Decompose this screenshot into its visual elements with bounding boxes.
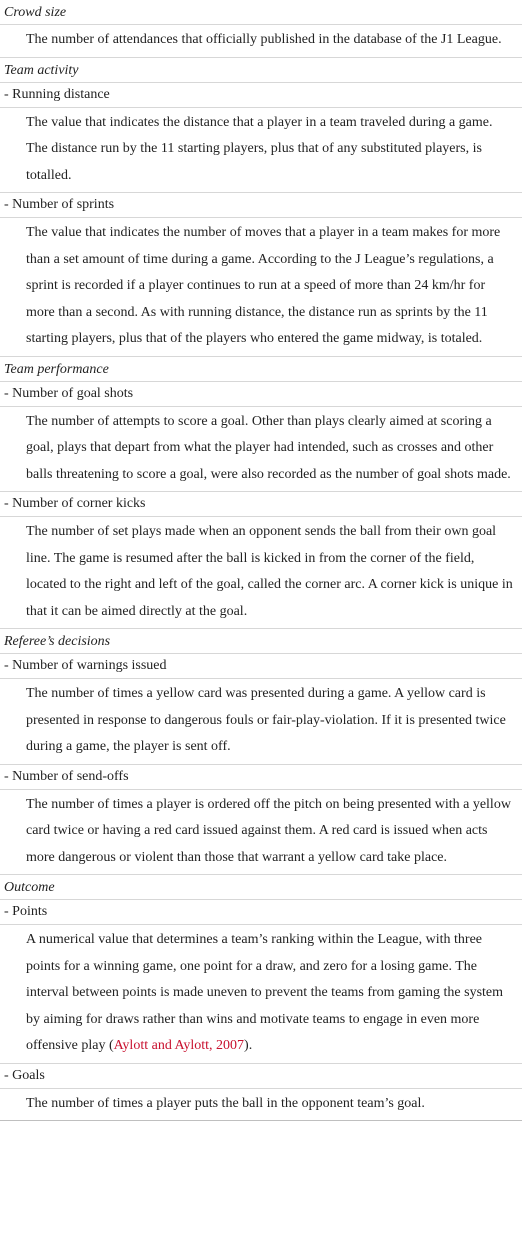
variable-description: The value that indicates the number of moves that a player in a team makes for more than a set amount of time during a game. According to the J League’s regulations, a sprint is recorded if a player continues to run at a speed of more than 24 km/hr for more than a second. As with running distance, the distance run as sprints by the 11 starting players, plus that of the players who entered the game midway, is totaled. bbox=[0, 218, 522, 357]
variable-name: - Running distance bbox=[0, 83, 522, 108]
variable-name: - Points bbox=[0, 900, 522, 925]
variable-description: The value that indicates the distance that a player in a team traveled during a game. The distance run by the 11 starting players, plus that of any substituted players, is totalled. bbox=[0, 108, 522, 194]
variable-description: The number of times a player is ordered off the pitch on being presented with a yellow card twice or having a red card issued against them. A red card is issued when acts more dangerous or violent than those that warrant a yellow card take place. bbox=[0, 790, 522, 876]
variable-name: - Goals bbox=[0, 1064, 522, 1089]
variable-name: - Number of warnings issued bbox=[0, 654, 522, 679]
description-text: A numerical value that determines a team’s ranking within the League, with three points for a winning game, one point for a draw, and zero for a losing game. The interval between points is made uneven to prevent the teams from gaming the system by aiming for draws rather than wins and motivate teams to engage in even more offensive play ( bbox=[26, 932, 504, 1053]
variable-name: - Number of send-offs bbox=[0, 765, 522, 790]
variable-name: - Number of corner kicks bbox=[0, 492, 522, 517]
variable-name: - Number of goal shots bbox=[0, 382, 522, 407]
citation-link[interactable]: Aylott and Aylott, 2007 bbox=[113, 1038, 245, 1053]
variable-description bbox=[0, 925, 522, 1064]
variable-description: The number of times a player puts the ball in the opponent team’s goal. bbox=[0, 1089, 522, 1122]
section-heading: Outcome bbox=[0, 875, 522, 900]
variable-name: - Number of sprints bbox=[0, 193, 522, 218]
variable-description: The number of times a yellow card was presented during a game. A yellow card is presented in response to dangerous fouls or fair-play-violation. If it is presented twice during a game, the player is sent off. bbox=[0, 679, 522, 765]
section-heading: Crowd size bbox=[0, 0, 522, 25]
variable-description: The number of attendances that officially published in the database of the J1 League. bbox=[0, 25, 522, 58]
variable-description: The number of attempts to score a goal. Other than plays clearly aimed at scoring a goal, plays that depart from what the player had intended, such as crosses and other balls threatening to score a goal, were also recorded as the number of goal shots made. bbox=[0, 407, 522, 493]
section-heading: Team activity bbox=[0, 58, 522, 83]
description-text-end: ). bbox=[244, 1038, 253, 1053]
section-heading: Team performance bbox=[0, 357, 522, 382]
section-heading: Referee’s decisions bbox=[0, 629, 522, 654]
variable-description: The number of set plays made when an opponent sends the ball from their own goal line. The game is resumed after the ball is kicked in from the corner of the field, located to the right and left of the goal, called the corner arc. A corner kick is unique in that it can be aimed directly at the goal. bbox=[0, 517, 522, 629]
